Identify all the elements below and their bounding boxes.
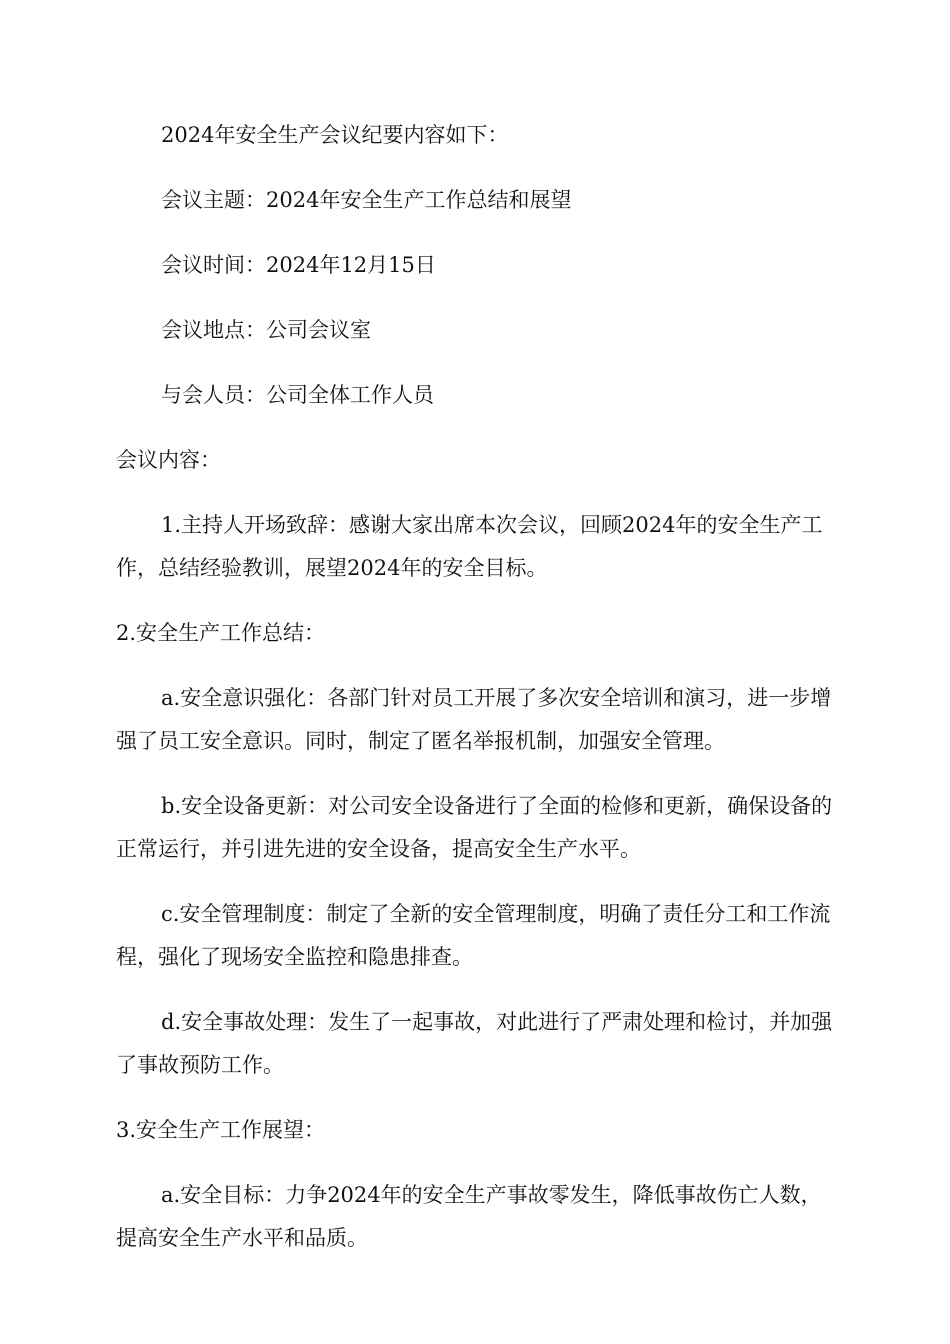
item-2a-safety-awareness: a.安全意识强化：各部门针对员工开展了多次安全培训和演习，进一步增强了员工安全意识。同时，制定了匿名举报机制，加强安全管理。: [116, 686, 832, 753]
meeting-summary-intro: 2024年安全生产会议纪要内容如下：: [161, 123, 509, 147]
item-2b-equipment-update: b.安全设备更新：对公司安全设备进行了全面的检修和更新，确保设备的正常运行，并引进先进的安全设备，提高安全生产水平。: [116, 794, 833, 861]
meeting-topic: 会议主题：2024年安全生产工作总结和展望: [161, 188, 572, 212]
item-2c-management-system: c.安全管理制度：制定了全新的安全管理制度，明确了责任分工和工作流程，强化了现场安全监控和隐患排查。: [116, 902, 831, 969]
document-body: [116, 114, 834, 1282]
item-3-heading: 3.安全生产工作展望：: [116, 1118, 326, 1142]
item-1-opening-speech: 1.主持人开场致辞：感谢大家出席本次会议，回顾2024年的安全生产工作，总结经验教训，展望2024年的安全目标。: [116, 513, 823, 580]
item-2d-accident-handling: d.安全事故处理：发生了一起事故，对此进行了严肃处理和检讨，并加强了事故预防工作。: [116, 1010, 833, 1077]
meeting-attendees: 与会人员：公司全体工作人员: [161, 383, 434, 407]
meeting-location: 会议地点：公司会议室: [161, 318, 371, 342]
meeting-time: 会议时间：2024年12月15日: [161, 253, 436, 277]
item-2-heading: 2.安全生产工作总结：: [116, 621, 326, 645]
meeting-content-heading: 会议内容：: [116, 448, 221, 472]
item-3a-safety-goal: a.安全目标：力争2024年的安全生产事故零发生，降低事故伤亡人数，提高安全生产水平和品质。: [116, 1183, 822, 1250]
